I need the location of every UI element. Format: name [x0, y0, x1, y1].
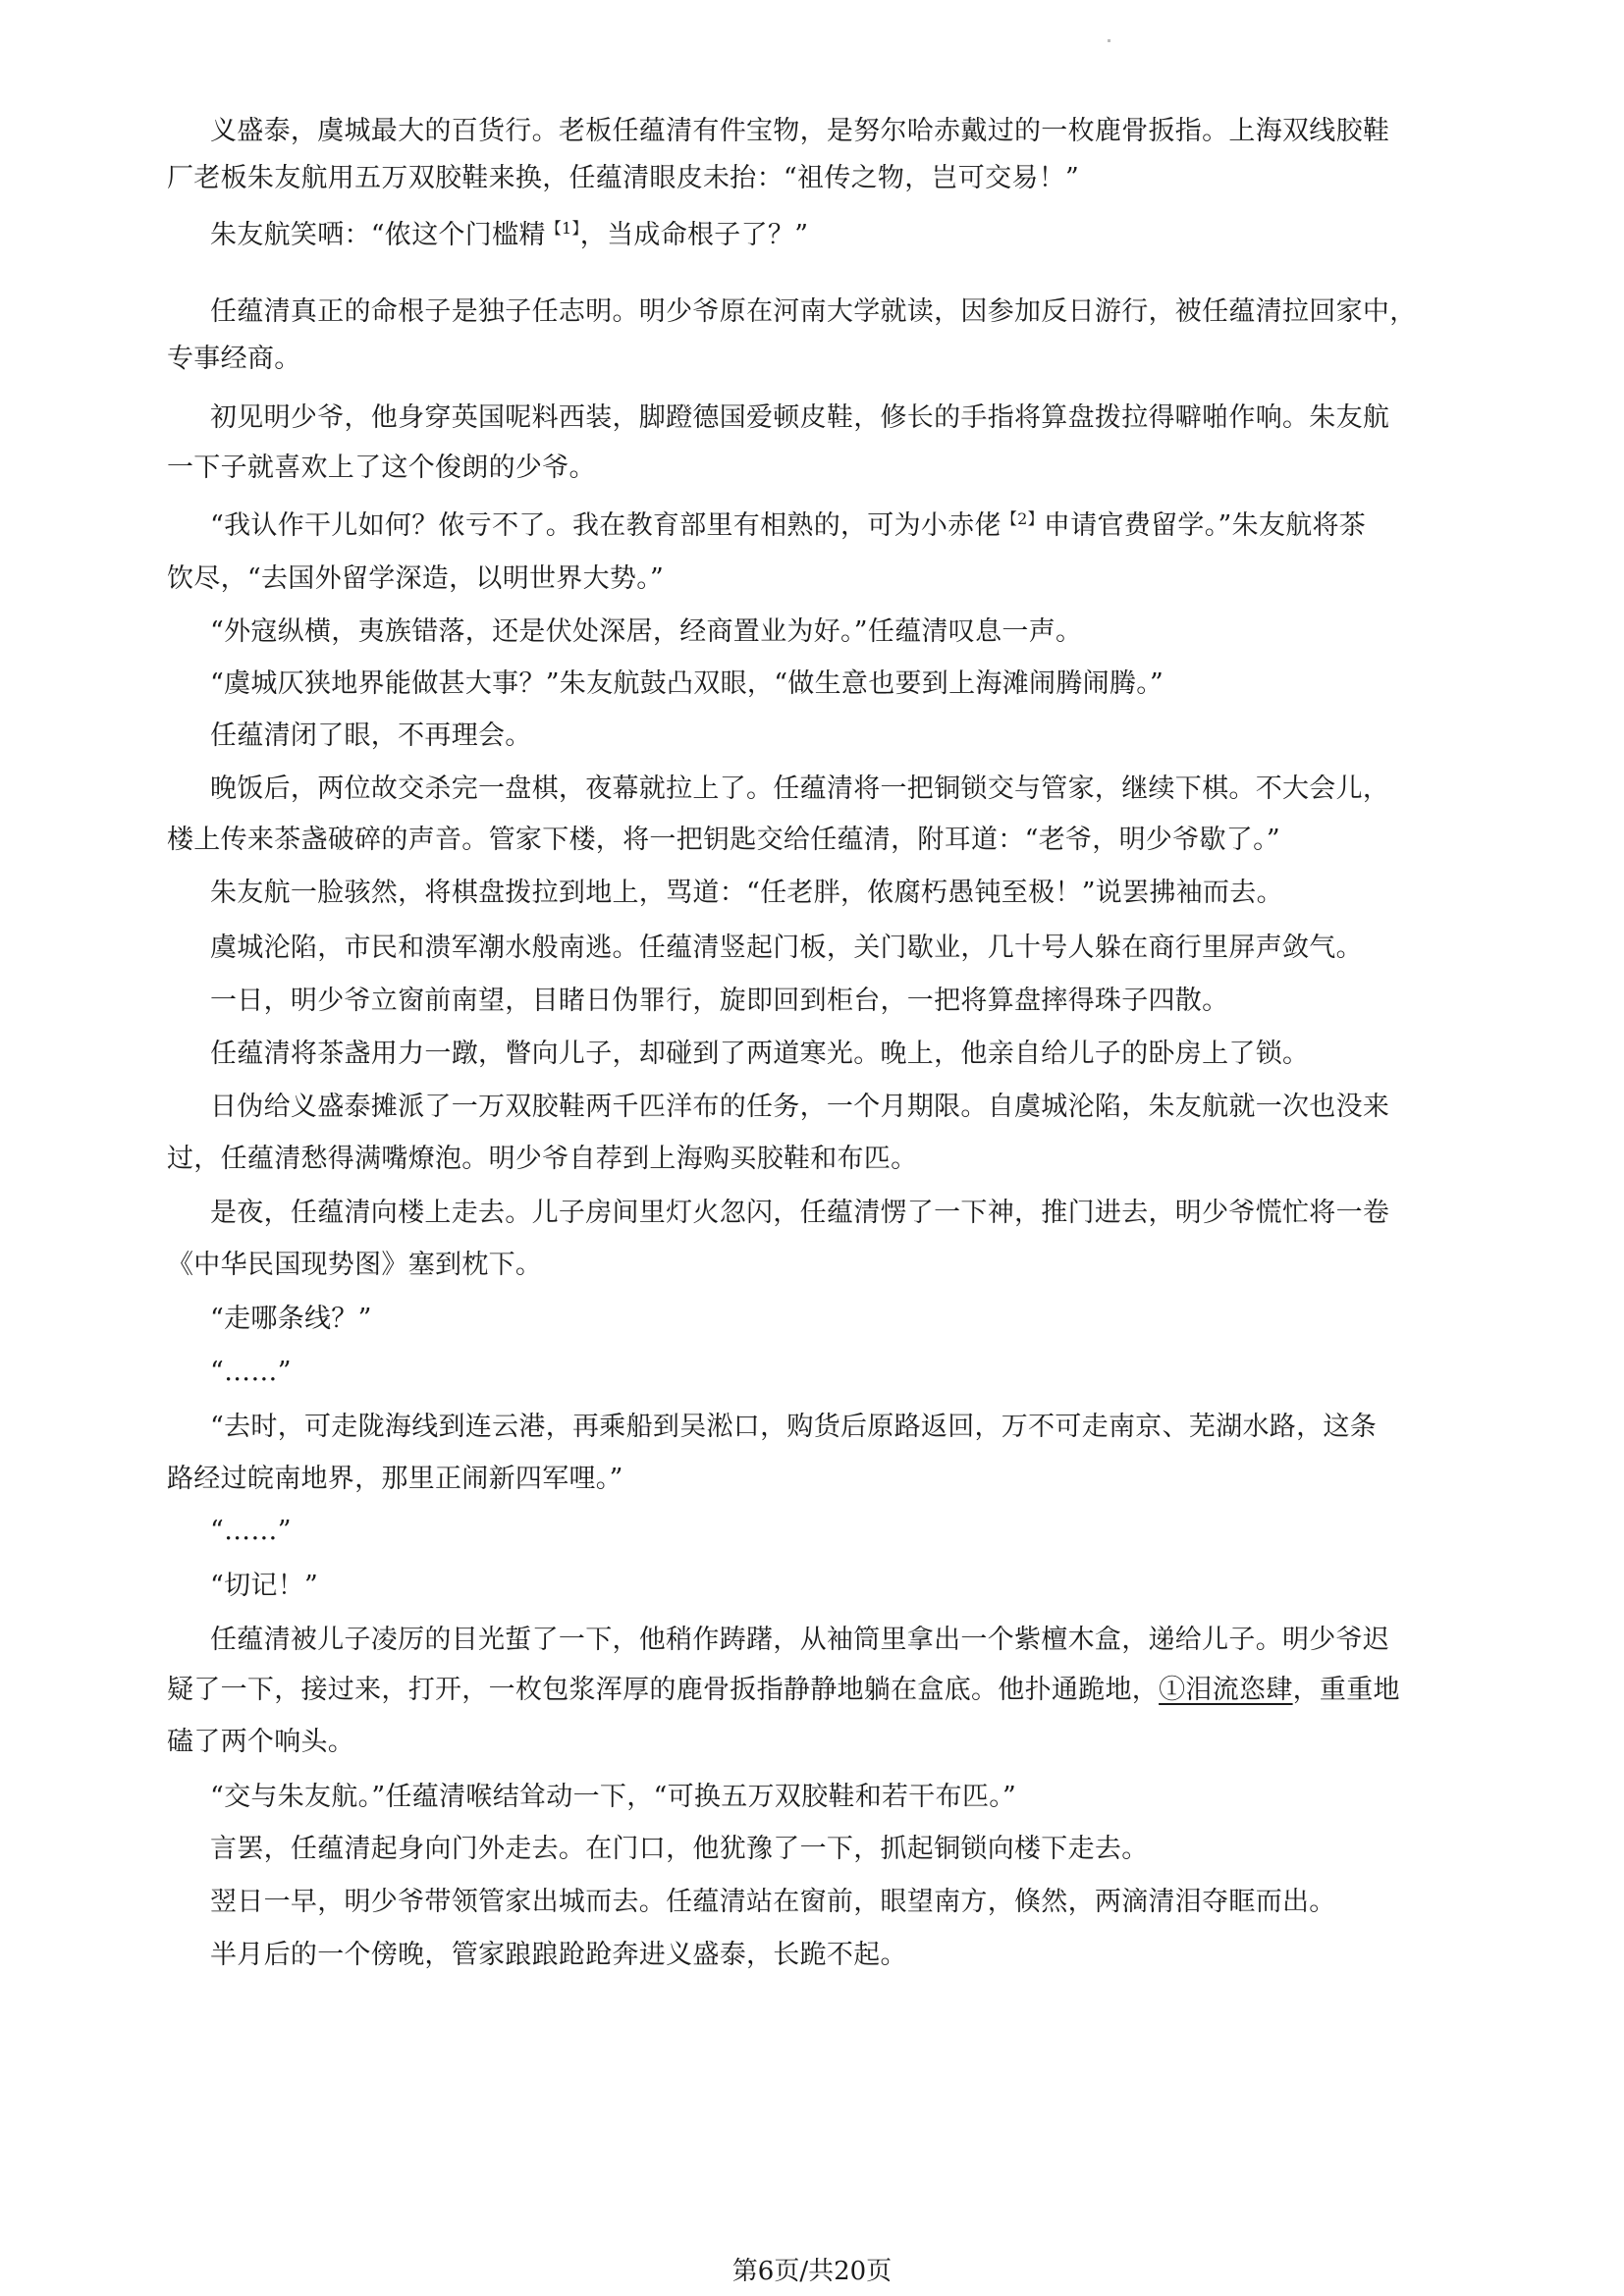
text-segment: 朱友航笑哂：“侬这个门槛精: [210, 220, 546, 250]
text-line: 是夜，任蕴清向楼上走去。儿子房间里灯火忽闪，任蕴清愣了一下神，推门进去，明少爷慌忙将一卷: [210, 1198, 1390, 1228]
text-line: 半月后的一个傍晚，管家踉踉跄跄奔进义盛泰，长跪不起。: [210, 1940, 907, 1970]
footnote-marker: 【1】: [545, 219, 580, 238]
text-line: 朱友航一脸骇然，将棋盘拨拉到地上，骂道：“任老胖，侬腐朽愚钝至极！”说罢拂袖而去。: [210, 878, 1283, 908]
text-line: “虞城仄狭地界能做甚大事？”朱友航鼓凸双眼，“做生意也要到上海滩闹腾闹腾。”: [210, 668, 1164, 699]
scan-speck: [1108, 39, 1110, 42]
text-line: “外寇纵横，夷族错落，还是伏处深居，经商置业为好。”任蕴清叹息一声。: [210, 616, 1083, 647]
text-line: 翌日一早，明少爷带领管家出城而去。任蕴清站在窗前，眼望南方，倏然，两滴清泪夺眶而出。: [210, 1887, 1336, 1917]
text-line: [210, 510, 1366, 542]
text-line: “去时，可走陇海线到连云港，再乘船到吴淞口，购货后原路返回，万不可走南京、芜湖水路，这条: [210, 1412, 1378, 1442]
text-line: “……”: [210, 1357, 292, 1387]
text-line: “走哪条线？”: [210, 1304, 372, 1334]
text-line: 晚饭后，两位故交杀完一盘棋，夜幕就拉上了。任蕴清将一把铜锁交与管家，继续下棋。不大会儿，: [210, 774, 1390, 804]
text-line: “交与朱友航。”任蕴清喉结耸动一下，“可换五万双胶鞋和若干布匹。”: [210, 1782, 1017, 1812]
text-segment: “我认作干儿如何？侬亏不了。我在教育部里有相熟的，可为小赤佬: [210, 510, 1001, 541]
text-line: [210, 220, 808, 251]
text-segment: 申请官费留学。”朱友航将茶: [1043, 510, 1367, 541]
text-line: 任蕴清闭了眼，不再理会。: [210, 721, 532, 751]
footnote-marker: 【2】: [1001, 509, 1044, 528]
text-segment: ，重重地: [1292, 1675, 1400, 1705]
text-line: 任蕴清被儿子凌厉的目光蜇了一下，他稍作踌躇，从袖筒里拿出一个紫檀木盒，递给儿子。明少爷迟: [210, 1625, 1390, 1655]
text-line: 任蕴清将茶盏用力一蹾，瞥向儿子，却碰到了两道寒光。晚上，他亲自给儿子的卧房上了锁。: [210, 1039, 1310, 1069]
text-line: 饮尽，“去国外留学深造，以明世界大势。”: [167, 563, 665, 594]
text-line: [167, 1675, 1400, 1706]
text-line: 任蕴清真正的命根子是独子任志明。明少爷原在河南大学就读，因参加反日游行，被任蕴清拉回家中，: [210, 296, 1417, 327]
text-line: “……”: [210, 1516, 292, 1546]
text-line: 过，任蕴清愁得满嘴燎泡。明少爷自荐到上海购买胶鞋和布匹。: [167, 1144, 918, 1174]
text-line: 《中华民国现势图》塞到枕下。: [167, 1250, 543, 1280]
underlined-phrase: ①泪流恣肆: [1159, 1675, 1293, 1705]
text-line: 义盛泰，虞城最大的百货行。老板任蕴清有件宝物，是努尔哈赤戴过的一枚鹿骨扳指。上海双线胶鞋: [210, 116, 1390, 146]
text-line: 磕了两个响头。: [167, 1727, 355, 1757]
text-line: 言罢，任蕴清起身向门外走去。在门口，他犹豫了一下，抓起铜锁向楼下走去。: [210, 1834, 1149, 1864]
text-line: 专事经商。: [167, 344, 301, 374]
text-line: 厂老板朱友航用五万双胶鞋来换，任蕴清眼皮未抬：“祖传之物，岂可交易！”: [167, 163, 1080, 193]
text-line: 初见明少爷，他身穿英国呢料西装，脚蹬德国爱顿皮鞋，修长的手指将算盘拨拉得噼啪作响。朱友航: [210, 402, 1390, 433]
text-line: “切记！”: [210, 1571, 319, 1601]
text-line: 一日，明少爷立窗前南望，目睹日伪罪行，旋即回到柜台，一把将算盘摔得珠子四散。: [210, 986, 1229, 1016]
page-number: 第6页/共20页: [731, 2257, 893, 2286]
text-line: 楼上传来茶盏破碎的声音。管家下楼，将一把钥匙交给任蕴清，附耳道：“老爷，明少爷歇了。”: [167, 825, 1281, 855]
text-segment: ，当成命根子了？”: [579, 220, 809, 250]
text-line: 路经过皖南地界，那里正闹新四军哩。”: [167, 1464, 623, 1494]
text-line: 日伪给义盛泰摊派了一万双胶鞋两千匹洋布的任务，一个月期限。自虞城沦陷，朱友航就一次也没来: [210, 1092, 1390, 1122]
text-segment: 疑了一下，接过来，打开，一枚包浆浑厚的鹿骨扳指静静地躺在盒底。他扑通跪地，: [167, 1675, 1160, 1705]
text-line: 一下子就喜欢上了这个俊朗的少爷。: [167, 453, 596, 483]
text-line: 虞城沦陷，市民和溃军潮水般南逃。任蕴清竖起门板，关门歇业，几十号人躲在商行里屏声敛气。: [210, 933, 1363, 963]
